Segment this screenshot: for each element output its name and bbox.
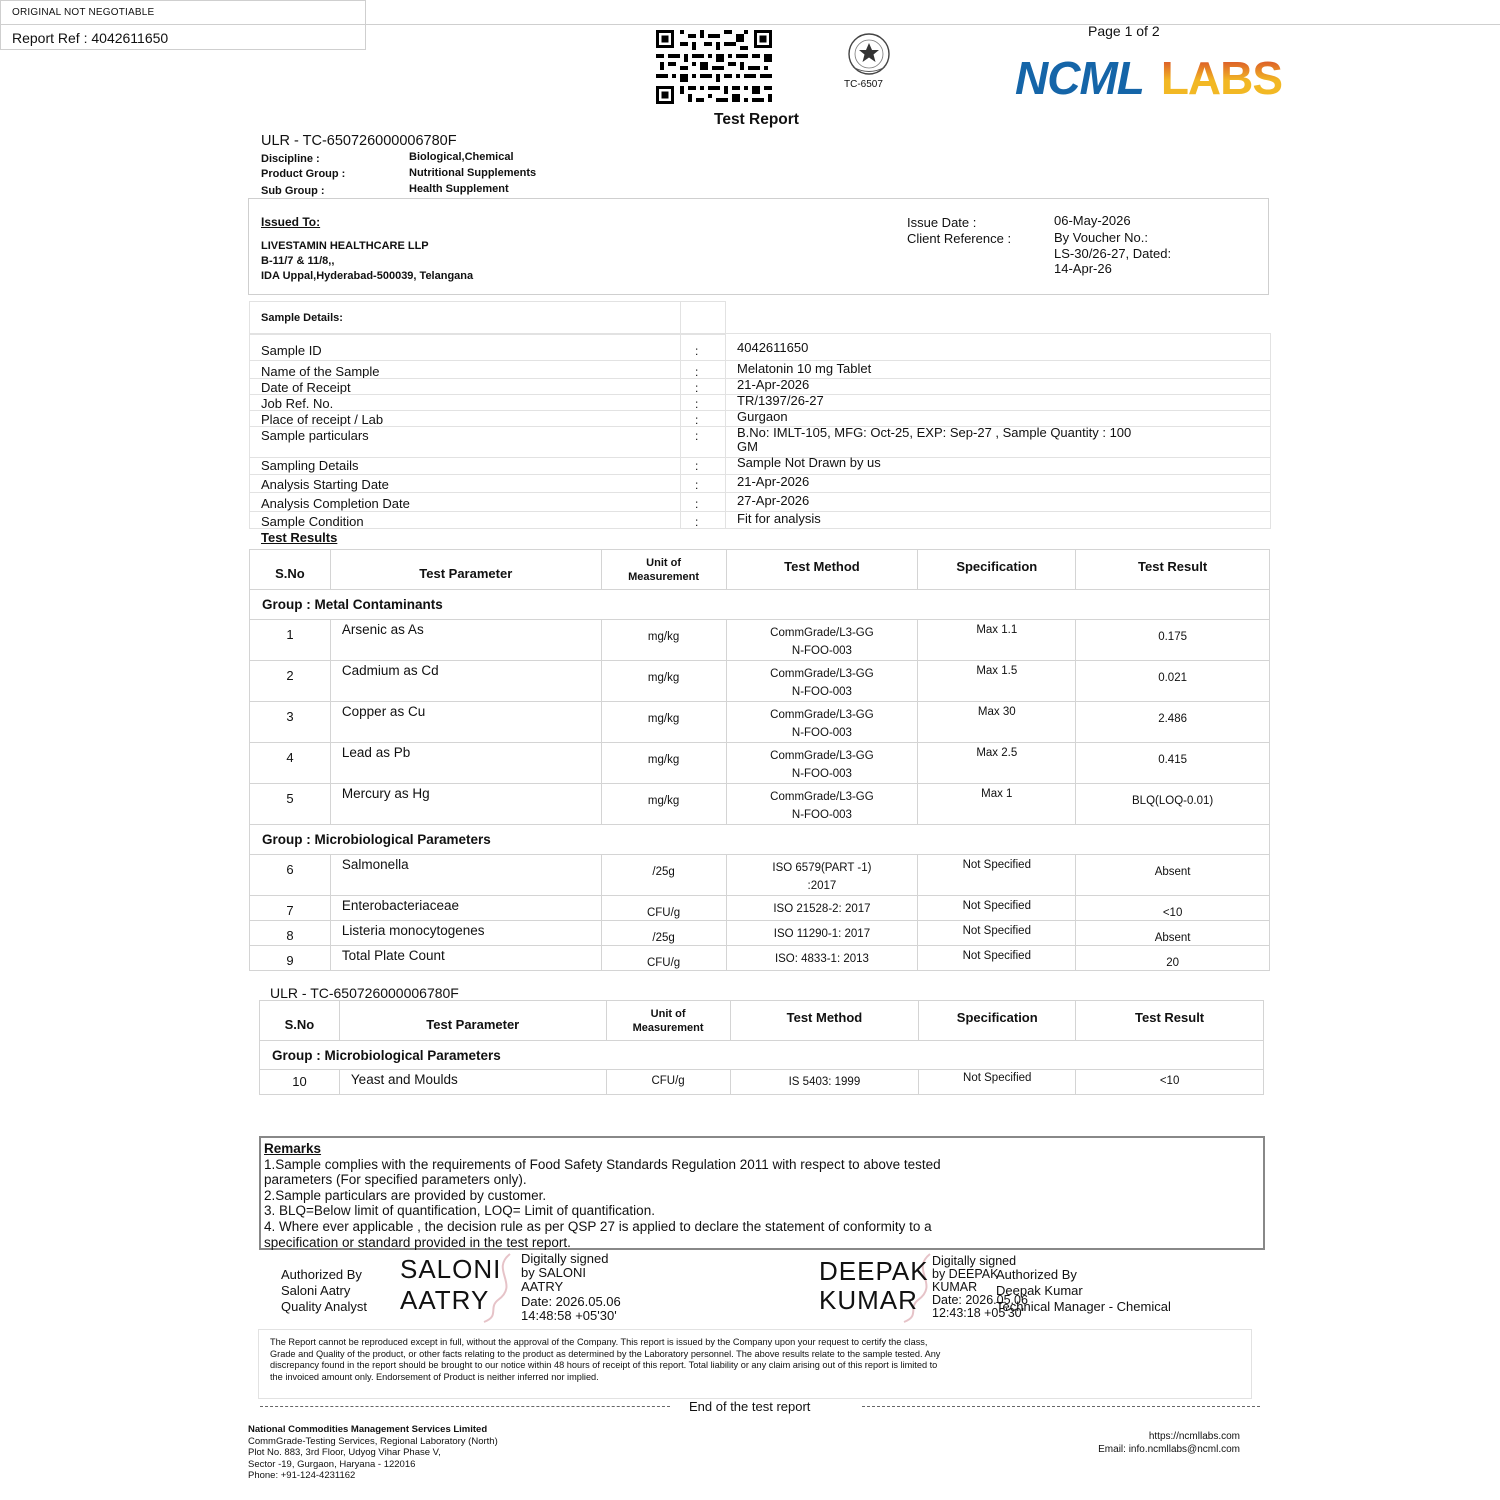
row-method-line2: N-FOO-003 xyxy=(791,809,852,821)
client-address-line1: B-11/7 & 11/8,, xyxy=(261,255,335,267)
accreditation-seal-icon xyxy=(833,32,905,80)
row-result: BLQ(LOQ-0.01) xyxy=(1076,784,1270,825)
row-method xyxy=(726,896,918,921)
row-method xyxy=(726,743,918,784)
row-method-line1: CommGrade/L3-GG xyxy=(770,750,874,762)
row-unit: mg/kg xyxy=(601,743,726,784)
row-result: 2.486 xyxy=(1076,702,1270,743)
sample-field-colon: : xyxy=(695,429,699,443)
row-spec: Max 30 xyxy=(918,702,1076,743)
footer-address xyxy=(248,1424,498,1482)
row-spec: Max 1 xyxy=(918,784,1076,825)
left-digital-signature-details xyxy=(521,1252,621,1323)
sample-field-label: Place of receipt / Lab xyxy=(261,412,384,427)
sample-field-value-line: GM xyxy=(737,439,758,454)
sample-field-label: Sample ID xyxy=(261,343,322,358)
sample-field-value xyxy=(737,494,809,508)
footer-line: CommGrade-Testing Services, Regional Laboratory (North) xyxy=(248,1435,498,1447)
col-unit-line2: Measurement xyxy=(628,570,700,583)
row-result: <10 xyxy=(1076,1070,1264,1095)
discipline-label: Discipline : xyxy=(261,153,320,165)
remark-line: 3. BLQ=Below limit of quantification, LOQ= Limit of quantification. xyxy=(264,1203,655,1219)
row-spec: Max 1.5 xyxy=(918,661,1076,702)
row-sno: 4 xyxy=(250,743,331,784)
sample-field-value xyxy=(737,341,808,355)
right-ds-line: Date: 2026.05.06 xyxy=(932,1293,1028,1307)
test-results-table xyxy=(249,549,1270,971)
client-reference-line2: LS-30/26-27, Dated: xyxy=(1054,245,1172,261)
sample-field-label: Name of the Sample xyxy=(261,364,380,379)
test-results-table-page2 xyxy=(259,1000,1264,1095)
table-row xyxy=(250,620,1270,661)
sample-field-value xyxy=(737,456,881,470)
remark-line: 4. Where ever applicable , the decision rule as per QSP 27 is applied to declare the statement of conformity to a xyxy=(264,1218,932,1234)
product-group-label: Product Group : xyxy=(261,168,346,180)
row-method-line1: ISO 11290-1: 2017 xyxy=(773,928,871,940)
footer-phone: Phone: +91-124-4231162 xyxy=(248,1470,356,1481)
right-signatory-role: Technical Manager - Chemical xyxy=(996,1299,1171,1314)
row-sno: 1 xyxy=(250,620,331,661)
footer-line: Plot No. 883, 3rd Floor, Udyog Vihar Phase V, xyxy=(248,1447,441,1458)
sample-field-colon: : xyxy=(695,381,699,395)
sample-field-label: Analysis Starting Date xyxy=(261,477,389,492)
row-method xyxy=(726,702,918,743)
remarks-title: Remarks xyxy=(264,1141,322,1156)
col-specification: Specification xyxy=(919,1001,1076,1041)
client-address-line2: IDA Uppal,Hyderabad-500039, Telangana xyxy=(261,270,474,282)
logo-ncml-text: NCML xyxy=(1015,52,1144,104)
row-param: Lead as Pb xyxy=(330,743,601,784)
table-row xyxy=(250,946,1270,971)
sample-field-value-line: 21-Apr-2026 xyxy=(737,377,810,392)
right-sig-big1: DEEPAK xyxy=(819,1256,929,1286)
left-sig-big1: SALONI xyxy=(400,1254,502,1284)
remark-line: parameters (For specified parameters only). xyxy=(264,1172,527,1188)
right-ds-line: 12:43:18 +05'30' xyxy=(932,1306,1025,1320)
row-param: Listeria monocytogenes xyxy=(330,921,601,946)
row-param: Mercury as Hg xyxy=(330,784,601,825)
footer-contact xyxy=(1075,1431,1240,1456)
left-ds-line: by SALONI xyxy=(521,1265,587,1281)
table-row xyxy=(260,1070,1264,1095)
col-unit-line1: Unit of xyxy=(646,556,681,569)
left-ds-line: AATRY xyxy=(521,1279,564,1295)
row-unit: mg/kg xyxy=(601,784,726,825)
row-method-line1: CommGrade/L3-GG xyxy=(770,668,874,680)
footer-email[interactable]: Email: info.ncmllabs@ncml.com xyxy=(1098,1443,1240,1455)
sample-field-label: Job Ref. No. xyxy=(261,396,334,411)
disclaimer-line: The Report cannot be reproduced except in full, without the approval of the Company. This report is issued by the Company upon your request to certify the class, xyxy=(270,1337,928,1347)
table-row xyxy=(250,855,1270,896)
issue-labels xyxy=(907,215,1011,247)
row-result: 0.175 xyxy=(1076,620,1270,661)
sample-field-label: Analysis Completion Date xyxy=(261,496,410,511)
right-digital-signature-name xyxy=(819,1257,929,1315)
disclaimer-line: discrepancy found in the report should be brought to our notice within 48 hours of receipt of this report. Total liability or any claim arising out of this report is limited to xyxy=(270,1360,938,1370)
remark-line: 1.Sample complies with the requirements of Food Safety Standards Regulation 2011 with respect to above tested xyxy=(264,1156,941,1172)
col-test-method: Test Method xyxy=(730,1001,919,1041)
sample-field-value xyxy=(737,426,1131,454)
right-ds-line: KUMAR xyxy=(932,1280,978,1294)
divider xyxy=(260,1406,670,1407)
row-unit: mg/kg xyxy=(601,661,726,702)
col-test-method: Test Method xyxy=(726,550,918,590)
row-unit: CFU/g xyxy=(601,896,726,921)
meta-labels xyxy=(261,151,345,199)
client-address xyxy=(261,239,473,284)
disclaimer-line: Grade and Quality of the product, or other facts relating to the product as determined by the Laboratory personnel. The above results relate to the sample tested. Any xyxy=(270,1348,941,1359)
row-method-line2: N-FOO-003 xyxy=(791,686,852,698)
row-param: Salmonella xyxy=(330,855,601,896)
row-sno: 7 xyxy=(250,896,331,921)
sample-field-value-line: Melatonin 10 mg Tablet xyxy=(737,361,872,376)
page-title: Test Report xyxy=(714,111,799,128)
row-param: Enterobacteriaceae xyxy=(330,896,601,921)
sample-field-value-line: Fit for analysis xyxy=(737,511,821,526)
sample-field-colon: : xyxy=(695,397,699,411)
sample-field-value xyxy=(737,378,809,392)
row-method xyxy=(726,784,918,825)
logo-labs-text: LABS xyxy=(1160,52,1283,104)
sample-field-colon: : xyxy=(695,478,699,492)
sample-field-value xyxy=(737,475,809,489)
sample-field-value-line: 27-Apr-2026 xyxy=(737,493,810,508)
right-signatory-name: Deepak Kumar xyxy=(996,1283,1083,1298)
right-authorized-by: Authorized By xyxy=(996,1267,1077,1282)
row-sno: 8 xyxy=(250,921,331,946)
row-spec: Not Specified xyxy=(918,921,1076,946)
row-method-line1: ISO 21528-2: 2017 xyxy=(773,903,871,915)
sample-details-heading: Sample Details: xyxy=(261,312,343,324)
sample-field-value-line: TR/1397/26-27 xyxy=(737,393,824,408)
row-spec: Not Specified xyxy=(918,896,1076,921)
row-sno: 9 xyxy=(250,946,331,971)
end-of-report: End of the test report xyxy=(689,1399,811,1414)
col-test-result: Test Result xyxy=(1076,550,1270,590)
col-test-result: Test Result xyxy=(1076,1001,1264,1041)
col-sno: S.No xyxy=(250,550,331,590)
row-method-line1: ISO 6579(PART -1) xyxy=(772,862,872,874)
sample-field-colon: : xyxy=(695,365,699,379)
group-row-micro-page2: Group : Microbiological Parameters xyxy=(260,1041,1264,1070)
row-method-line2: N-FOO-003 xyxy=(791,645,852,657)
col-test-parameter: Test Parameter xyxy=(339,1001,606,1041)
table-row xyxy=(250,743,1270,784)
right-sig-big2: KUMAR xyxy=(819,1285,918,1315)
row-sno: 10 xyxy=(260,1070,340,1095)
row-method xyxy=(726,661,918,702)
table-row xyxy=(250,702,1270,743)
row-spec: Not Specified xyxy=(919,1070,1076,1095)
table-row xyxy=(250,661,1270,702)
row-result: 0.021 xyxy=(1076,661,1270,702)
footer-website-link[interactable]: https://ncmllabs.com xyxy=(1148,1431,1240,1442)
issue-date-value: 06-May-2026 xyxy=(1054,213,1131,228)
row-method-line1: ISO: 4833-1: 2013 xyxy=(774,953,869,965)
sample-field-value xyxy=(737,394,824,408)
left-signatory-name: Saloni Aatry xyxy=(281,1283,351,1298)
row-sno: 3 xyxy=(250,702,331,743)
row-method-line2: N-FOO-003 xyxy=(791,768,852,780)
product-group-value: Nutritional Supplements xyxy=(409,167,537,179)
left-ds-line: 14:48:58 +05'30' xyxy=(521,1307,617,1323)
left-sig-big2: AATRY xyxy=(400,1285,490,1315)
row-param: Yeast and Moulds xyxy=(339,1070,606,1095)
discipline-value: Biological,Chemical xyxy=(409,151,514,163)
row-result: 20 xyxy=(1076,946,1270,971)
page-number: Page 1 of 2 xyxy=(1088,23,1160,39)
table-row xyxy=(250,896,1270,921)
left-signatory xyxy=(281,1267,367,1315)
sample-field-value-line: B.No: IMLT-105, MFG: Oct-25, EXP: Sep-27 , Sample Quantity : 100 xyxy=(737,425,1132,440)
row-method-line1: CommGrade/L3-GG xyxy=(770,709,874,721)
row-sno: 6 xyxy=(250,855,331,896)
row-param: Cadmium as Cd xyxy=(330,661,601,702)
sample-field-colon: : xyxy=(695,497,699,511)
row-method-line2: :2017 xyxy=(807,880,837,892)
issue-date-label: Issue Date : xyxy=(907,215,977,230)
client-reference-label: Client Reference : xyxy=(907,231,1012,246)
ulr-number-page2: ULR - TC-650726000006780F xyxy=(270,985,459,1001)
not-negotiable-label: ORIGINAL NOT NEGOTIABLE xyxy=(12,7,155,18)
col-unit-line1: Unit of xyxy=(650,1007,686,1020)
row-method-line1: CommGrade/L3-GG xyxy=(770,791,874,803)
col-sno: S.No xyxy=(260,1001,340,1041)
client-company: LIVESTAMIN HEALTHCARE LLP xyxy=(261,240,429,252)
sample-field-value xyxy=(737,362,871,376)
accreditation-number: TC-6507 xyxy=(844,79,883,90)
col-unit-line2: Measurement xyxy=(632,1021,704,1034)
disclaimer-box xyxy=(258,1329,1252,1399)
sample-field-value-line: Sample Not Drawn by us xyxy=(737,455,881,470)
test-results-heading: Test Results xyxy=(261,530,338,545)
row-sno: 5 xyxy=(250,784,331,825)
row-spec: Not Specified xyxy=(918,855,1076,896)
row-result: Absent xyxy=(1076,921,1270,946)
sample-field-value-line: Gurgaon xyxy=(737,409,788,424)
col-unit xyxy=(601,550,726,590)
qr-code-icon xyxy=(656,30,772,104)
row-method-line1: CommGrade/L3-GG xyxy=(770,627,874,639)
sample-field-value xyxy=(737,410,788,424)
right-signatory xyxy=(996,1267,1171,1315)
sample-field-value-line: 21-Apr-2026 xyxy=(737,474,810,489)
row-method xyxy=(726,855,918,896)
client-reference-line1: By Voucher No.: xyxy=(1054,230,1148,245)
row-param: Total Plate Count xyxy=(330,946,601,971)
sample-field-value-line: 4042611650 xyxy=(737,340,809,355)
sample-field-label: Date of Receipt xyxy=(261,380,351,395)
row-result: <10 xyxy=(1076,896,1270,921)
right-ds-line: Digitally signed xyxy=(932,1254,1017,1268)
row-unit: /25g xyxy=(601,855,726,896)
row-param: Copper as Cu xyxy=(330,702,601,743)
row-method: IS 5403: 1999 xyxy=(730,1070,919,1095)
remark-line: specification or standard provided in the test report. xyxy=(264,1234,571,1250)
footer-line: Sector -19, Gurgaon, Haryana - 122016 xyxy=(248,1458,416,1470)
group-row-metal: Group : Metal Contaminants xyxy=(250,590,1270,620)
row-spec: Max 1.1 xyxy=(918,620,1076,661)
client-reference-line3: 14-Apr-26 xyxy=(1054,261,1112,276)
left-digital-signature-name xyxy=(400,1254,501,1316)
sample-field-value xyxy=(737,512,821,526)
row-spec: Max 2.5 xyxy=(918,743,1076,784)
col-test-parameter: Test Parameter xyxy=(330,550,601,590)
left-authorized-by: Authorized By xyxy=(281,1267,362,1282)
disclaimer-line: the invoiced amount only. Endorsement of Product is neither inferred nor implied. xyxy=(270,1371,599,1382)
right-ds-line: by DEEPAK xyxy=(932,1267,999,1281)
footer-company: National Commodities Management Services Limited xyxy=(248,1424,488,1435)
col-unit xyxy=(606,1001,730,1041)
left-ds-line: Digitally signed xyxy=(521,1251,609,1266)
row-method xyxy=(726,946,918,971)
left-signatory-role: Quality Analyst xyxy=(281,1299,367,1314)
remarks-box xyxy=(259,1136,1265,1250)
row-result: 0.415 xyxy=(1076,743,1270,784)
row-sno: 2 xyxy=(250,661,331,702)
report-ref: Report Ref : 4042611650 xyxy=(12,30,169,46)
table-row xyxy=(250,784,1270,825)
ncml-labs-logo xyxy=(1015,51,1282,105)
row-unit: CFU/g xyxy=(606,1070,730,1095)
sub-group-value: Health Supplement xyxy=(409,183,509,195)
table-row xyxy=(250,921,1270,946)
remark-line: 2.Sample particulars are provided by customer. xyxy=(264,1187,547,1203)
row-unit: /25g xyxy=(601,921,726,946)
sample-field-colon: : xyxy=(695,459,699,473)
row-method xyxy=(726,921,918,946)
sample-field-colon: : xyxy=(695,344,699,358)
row-result: Absent xyxy=(1076,855,1270,896)
meta-values xyxy=(409,149,536,197)
row-param: Arsenic as As xyxy=(330,620,601,661)
row-unit: mg/kg xyxy=(601,702,726,743)
sample-field-label: Sampling Details xyxy=(261,458,359,473)
row-unit: CFU/g xyxy=(601,946,726,971)
issued-to-heading: Issued To: xyxy=(261,215,321,229)
ulr-number: ULR - TC-650726000006780F xyxy=(261,133,457,149)
issue-values xyxy=(1054,213,1171,277)
left-ds-line: Date: 2026.05.06 xyxy=(521,1293,621,1309)
sub-group-label: Sub Group : xyxy=(261,185,325,197)
row-unit: mg/kg xyxy=(601,620,726,661)
report-ref-box xyxy=(0,0,366,50)
divider xyxy=(862,1406,1260,1407)
col-specification: Specification xyxy=(918,550,1076,590)
sample-field-label: Sample particulars xyxy=(261,428,369,443)
row-method xyxy=(726,620,918,661)
sample-field-colon: : xyxy=(695,413,699,427)
row-spec: Not Specified xyxy=(918,946,1076,971)
sample-field-label: Sample Condition xyxy=(261,514,364,529)
sample-field-colon: : xyxy=(695,515,699,529)
group-row-micro: Group : Microbiological Parameters xyxy=(250,825,1270,855)
row-method-line2: N-FOO-003 xyxy=(791,727,852,739)
